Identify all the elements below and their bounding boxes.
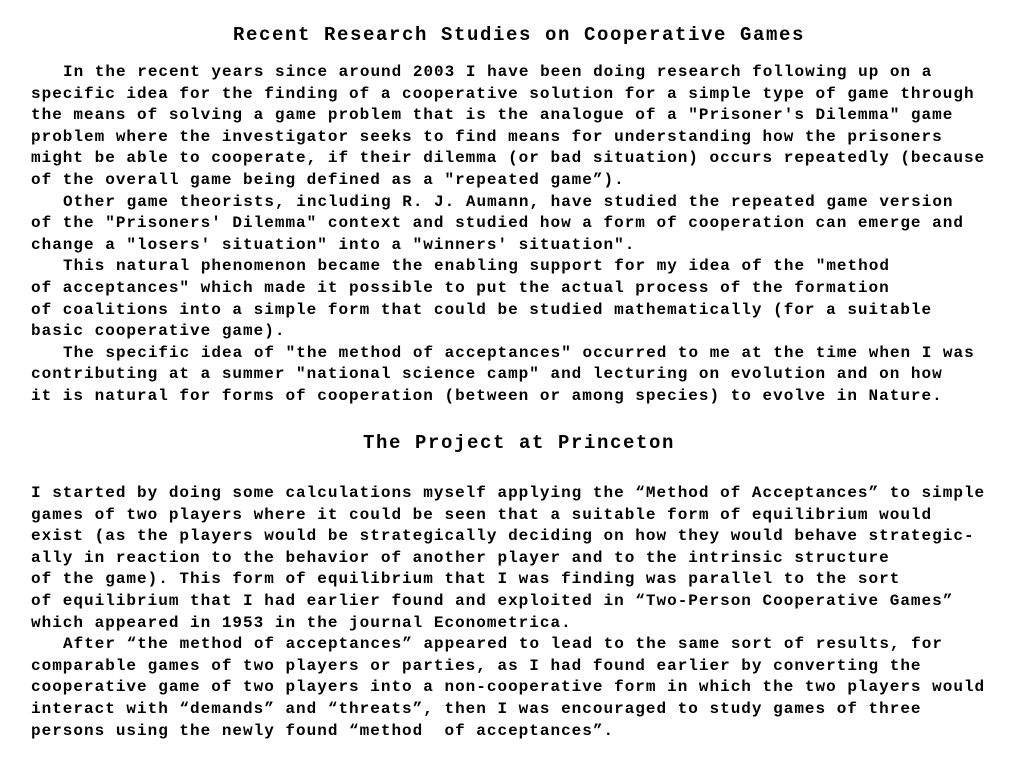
paragraph-line: basic cooperative game). — [31, 322, 286, 341]
paragraph-line: games of two players where it could be seen that a suitable form of equilibrium would — [31, 505, 933, 524]
paragraph-line: persons using the newly found “method of acceptances”. — [31, 721, 615, 740]
paragraph-line: In the recent years since around 2003 I have been doing research following up on a — [63, 63, 933, 81]
paragraph-line: of the "Prisoners' Dilemma" context and studied how a form of cooperation can emerge and — [31, 214, 964, 233]
paragraph-line: it is natural for forms of cooperation (between or among species) to evolve in Nature. — [31, 386, 943, 405]
paragraph-line: of the game). This form of equilibrium that I was finding was parallel to the sort — [31, 570, 901, 589]
paragraph-line: the means of solving a game problem that is the analogue of a "Prisoner's Dilemma" game — [31, 106, 954, 125]
paragraph-line: exist (as the players would be strategically deciding on how they would behave strategic- — [31, 527, 975, 546]
paragraph-line: This natural phenomenon became the enabling support for my idea of the "method — [63, 257, 890, 276]
paragraph-line: which appeared in 1953 in the journal Econometrica. — [31, 613, 572, 632]
paragraph-line: comparable games of two players or parties, as I had found earlier by converting the — [31, 656, 922, 675]
paragraph-line: change a "losers' situation" into a "winners' situation". — [31, 235, 636, 254]
paragraph-line: The specific idea of "the method of acceptances" occurred to me at the time when I was — [63, 343, 975, 362]
paragraph-line: contributing at a summer "national science camp" and lecturing on evolution and on how — [31, 365, 943, 384]
section-heading-princeton: The Project at Princeton — [362, 432, 676, 454]
paragraph-line: After “the method of acceptances” appeared to lead to the same sort of results, for — [63, 635, 943, 654]
section-princeton-project — [31, 483, 985, 742]
paragraph-line: of the overall game being defined as a "repeated game”). — [31, 170, 625, 189]
section-research-studies — [31, 62, 985, 408]
paragraph-line: of acceptances" which made it possible to put the actual process of the formation — [31, 278, 890, 297]
paragraph-line: of coalitions into a simple form that could be studied mathematically (for a suitable — [31, 300, 933, 319]
paragraph-line: ally in reaction to the behavior of another player and to the intrinsic structure — [31, 548, 890, 567]
page-title: Recent Research Studies on Cooperative Games — [232, 24, 806, 46]
paragraph-line: interact with “demands” and “threats”, then I was encouraged to study games of three — [31, 699, 922, 718]
paragraph-line: specific idea for the finding of a cooperative solution for a simple type of game through — [31, 84, 975, 103]
paragraph-line: cooperative game of two players into a non-cooperative form in which the two players would — [31, 678, 986, 697]
paragraph-line: might be able to cooperate, if their dilemma (or bad situation) occurs repeatedly (because — [31, 149, 986, 168]
paragraph-line: Other game theorists, including R. J. Aumann, have studied the repeated game version — [63, 192, 954, 211]
paragraph-line: problem where the investigator seeks to find means for understanding how the prisoners — [31, 127, 943, 146]
paragraph-line: I started by doing some calculations myself applying the “Method of Acceptances” to simple — [31, 484, 986, 502]
paragraph-line: of equilibrium that I had earlier found and exploited in “Two-Person Cooperative Games” — [31, 591, 954, 610]
